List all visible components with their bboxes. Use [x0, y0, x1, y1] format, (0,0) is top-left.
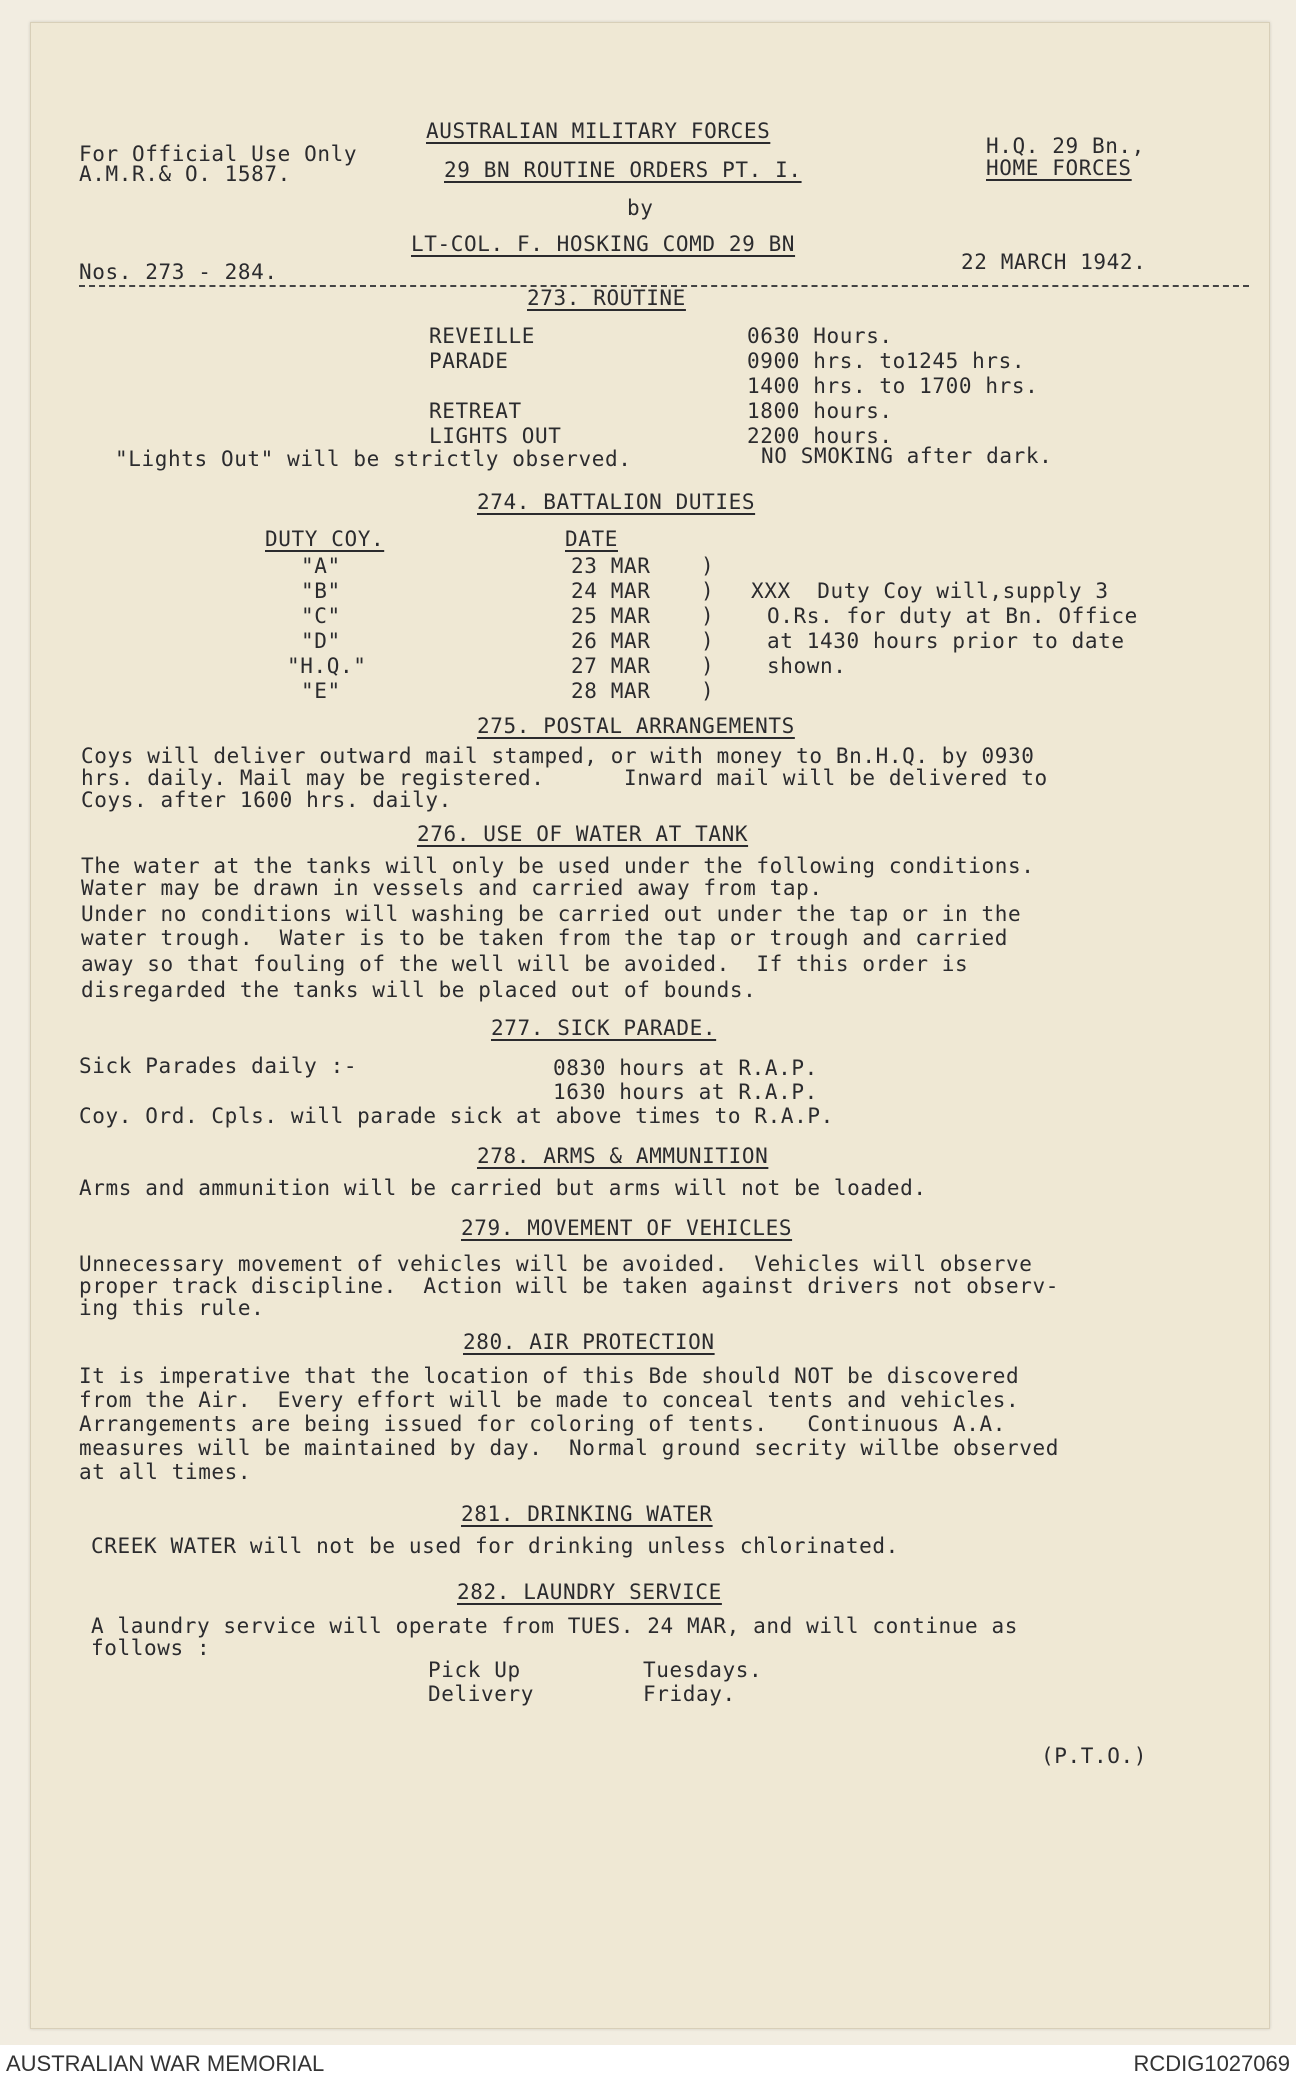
document-page — [30, 22, 1270, 2029]
forces-title: AUSTRALIAN MILITARY FORCES — [426, 119, 771, 143]
duty-note: O.Rs. for duty at Bn. Office — [767, 604, 1138, 628]
duty-note: at 1430 hours prior to date — [767, 629, 1125, 653]
pto-label: (P.T.O.) — [1041, 1744, 1147, 1768]
air-text: Arrangements are being issued for coloring of tents. Continuous A.A. — [79, 1412, 1007, 1436]
routine-key: PARADE — [429, 349, 509, 373]
duty-coy: "B" — [301, 579, 341, 603]
postal-text: Coys. after 1600 hrs. daily. — [81, 788, 452, 812]
brace: ) — [701, 604, 715, 628]
routine-value: 0630 Hours. — [747, 324, 893, 348]
order-date: 22 MARCH 1942. — [961, 250, 1147, 274]
section-282-title: 282. LAUNDRY SERVICE — [457, 1580, 722, 1604]
section-278-title: 278. ARMS & AMMUNITION — [477, 1144, 769, 1168]
section-279-title: 279. MOVEMENT OF VEHICLES — [461, 1216, 793, 1240]
air-text: at all times. — [79, 1460, 252, 1484]
brace: ) — [701, 579, 715, 603]
pickup-day: Tuesdays. — [643, 1658, 763, 1682]
water-text: The water at the tanks will only be used under the following conditions. — [81, 854, 1035, 878]
no-smoking-note: NO SMOKING after dark. — [761, 444, 1053, 468]
air-text: It is imperative that the location of this Bde should NOT be discovered — [79, 1364, 1020, 1388]
duty-coy: "E" — [301, 679, 341, 703]
commander-line: LT-COL. F. HOSKING COMD 29 BN — [411, 232, 796, 256]
air-text: from the Air. Every effort will be made to conceal tents and vehicles. — [79, 1388, 1020, 1412]
brace: ) — [701, 629, 715, 653]
water-text: Water may be drawn in vessels and carried away from tap. — [81, 876, 823, 900]
routine-value: 1400 hrs. to 1700 hrs. — [747, 374, 1039, 398]
routine-key: REVEILLE — [429, 324, 535, 348]
water-text: disregarded the tanks will be placed out of bounds. — [81, 978, 757, 1002]
order-numbers: Nos. 273 - 284. — [79, 260, 278, 284]
brace: ) — [701, 654, 715, 678]
duty-coy: "A" — [301, 554, 341, 578]
routine-key: RETREAT — [429, 399, 522, 423]
by-label: by — [627, 196, 654, 220]
air-text: measures will be maintained by day. Normal ground secrity willbe observed — [79, 1436, 1059, 1460]
section-275-title: 275. POSTAL ARRANGEMENTS — [477, 714, 795, 738]
lights-out-note: "Lights Out" will be strictly observed. — [115, 447, 632, 471]
sick-parade-label: Sick Parades daily :- — [79, 1054, 358, 1078]
pickup-label: Pick Up — [428, 1658, 521, 1682]
section-277-title: 277. SICK PARADE. — [491, 1016, 717, 1040]
section-274-title: 274. BATTALION DUTIES — [477, 490, 756, 514]
delivery-day: Friday. — [643, 1682, 736, 1706]
brace: ) — [701, 679, 715, 703]
arms-text: Arms and ammunition will be carried but arms will not be loaded. — [79, 1176, 927, 1200]
routine-key: LIGHTS OUT — [429, 424, 562, 448]
hq-label: H.Q. 29 Bn., — [986, 134, 1145, 158]
brace: ) — [701, 554, 715, 578]
duty-date: 24 MAR — [571, 579, 651, 603]
duty-date: 26 MAR — [571, 629, 651, 653]
duty-coy-header: DUTY COY. — [265, 527, 385, 551]
water-text: Under no conditions will washing be carried out under the tap or in the — [81, 902, 1022, 926]
duty-note: shown. — [767, 654, 847, 678]
routine-value: 1800 hours. — [747, 399, 893, 423]
archive-name: AUSTRALIAN WAR MEMORIAL — [6, 2051, 325, 2076]
vehicles-text: Unnecessary movement of vehicles will be avoided. Vehicles will observe — [79, 1252, 1033, 1276]
duty-date: 23 MAR — [571, 554, 651, 578]
duty-coy: "D" — [301, 629, 341, 653]
sick-parade-note: Coy. Ord. Cpls. will parade sick at above times to R.A.P. — [79, 1104, 834, 1128]
duty-coy: "H.Q." — [287, 654, 367, 678]
duty-note: XXX Duty Coy will,supply 3 — [751, 579, 1109, 603]
routine-value: 0900 hrs. to1245 hrs. — [747, 349, 1026, 373]
drinking-text: CREEK WATER will not be used for drinking unless chlorinated. — [91, 1534, 899, 1558]
laundry-text: follows : — [91, 1636, 211, 1660]
laundry-text: A laundry service will operate from TUES. 24 MAR, and will continue as — [91, 1614, 1019, 1638]
official-use-label: For Official Use Only — [79, 142, 358, 166]
section-273-title: 273. ROUTINE — [527, 286, 686, 310]
section-281-title: 281. DRINKING WATER — [461, 1502, 713, 1526]
home-forces-label: HOME FORCES — [986, 156, 1132, 180]
archive-id: RCDIG1027069 — [1133, 2051, 1290, 2076]
postal-text: Coys will deliver outward mail stamped, or with money to Bn.H.Q. by 0930 — [81, 744, 1035, 768]
water-text: water trough. Water is to be taken from the tap or trough and carried — [81, 926, 1009, 950]
amr-reference: A.M.R.& O. 1587. — [79, 162, 291, 186]
vehicles-text: ing this rule. — [79, 1296, 265, 1320]
sick-parade-time: 1630 hours at R.A.P. — [553, 1080, 818, 1104]
duty-date: 27 MAR — [571, 654, 651, 678]
section-280-title: 280. AIR PROTECTION — [463, 1330, 715, 1354]
delivery-label: Delivery — [428, 1682, 534, 1706]
water-text: away so that fouling of the well will be avoided. If this order is — [81, 952, 969, 976]
duty-coy: "C" — [301, 604, 341, 628]
date-header: DATE — [565, 527, 618, 551]
orders-title: 29 BN ROUTINE ORDERS PT. I. — [444, 158, 802, 182]
duty-date: 25 MAR — [571, 604, 651, 628]
section-276-title: 276. USE OF WATER AT TANK — [417, 822, 749, 846]
archive-footer — [0, 2045, 1296, 2081]
duty-date: 28 MAR — [571, 679, 651, 703]
sick-parade-time: 0830 hours at R.A.P. — [553, 1056, 818, 1080]
postal-text: hrs. daily. Mail may be registered. Inward mail will be delivered to — [81, 766, 1048, 790]
vehicles-text: proper track discipline. Action will be taken against drivers not observ- — [79, 1274, 1059, 1298]
routine-value: 2200 hours. — [747, 424, 893, 448]
